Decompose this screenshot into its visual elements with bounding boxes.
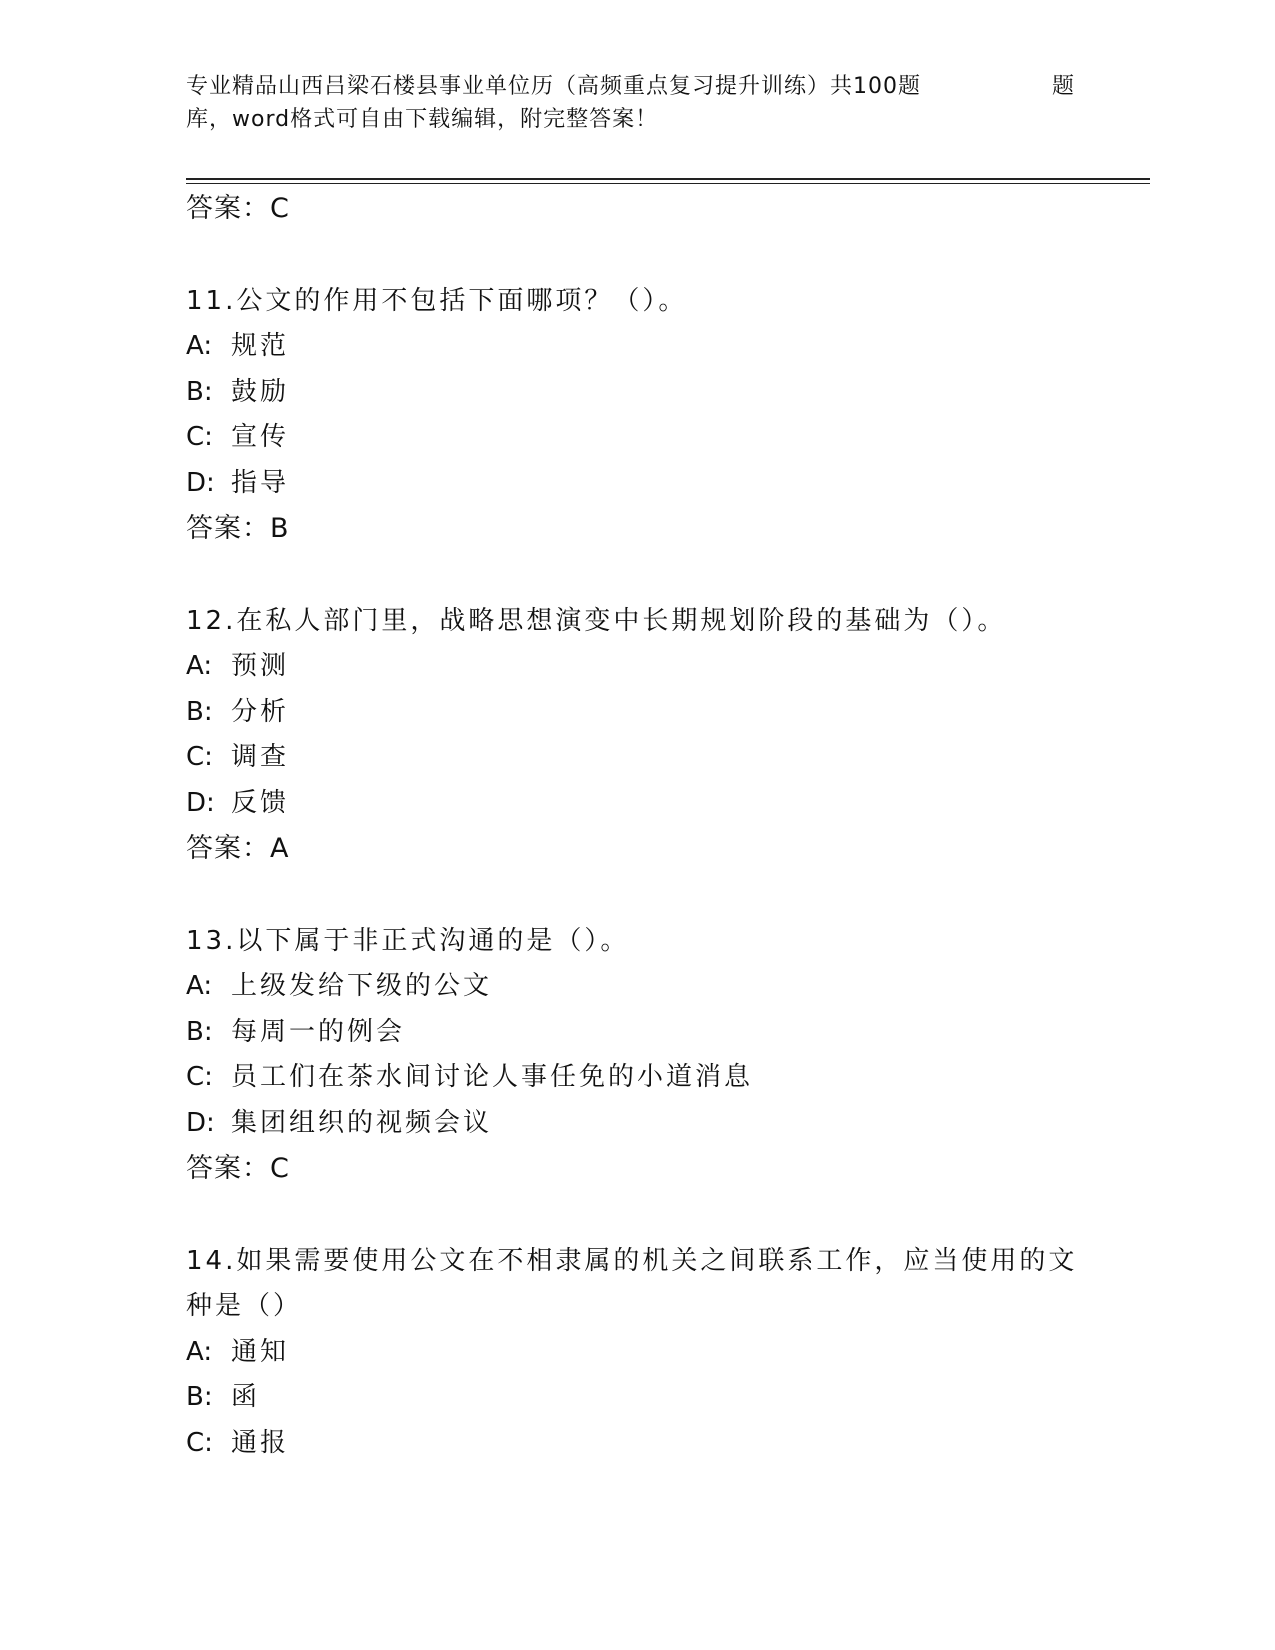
option-letter: A: bbox=[186, 1336, 213, 1367]
question-stem: 13.以下属于非正式沟通的是（）。 bbox=[186, 925, 630, 956]
option-letter: D: bbox=[186, 787, 215, 818]
option-a bbox=[186, 644, 1086, 690]
option-b bbox=[186, 370, 1086, 416]
option-letter: D: bbox=[186, 467, 215, 498]
option-d bbox=[186, 781, 1086, 827]
option-letter: C: bbox=[186, 1427, 213, 1458]
option-letter: B: bbox=[186, 376, 213, 407]
option-text: 宣传 bbox=[231, 422, 290, 452]
question-block bbox=[186, 1239, 1086, 1467]
option-text: 指导 bbox=[231, 467, 290, 498]
question-block bbox=[186, 279, 1086, 552]
option-text: 分析 bbox=[231, 696, 290, 727]
option-a bbox=[186, 964, 1086, 1010]
header-line-2: 库，word格式可自由下载编辑，附完整答案！ bbox=[186, 107, 659, 132]
header-line-1 bbox=[186, 70, 1086, 103]
option-text: 集团组织的视频会议 bbox=[231, 1107, 493, 1138]
option-text: 通知 bbox=[231, 1336, 290, 1367]
answer-line: 答案：A bbox=[186, 833, 290, 864]
question-stem-continued: 种是（） bbox=[186, 1291, 303, 1321]
header-rule-thin bbox=[186, 183, 1150, 184]
option-text: 每周一的例会 bbox=[231, 1016, 406, 1047]
option-letter: B: bbox=[186, 696, 213, 727]
question-block bbox=[186, 919, 1086, 1192]
option-b bbox=[186, 1010, 1086, 1056]
option-letter: A: bbox=[186, 651, 213, 681]
option-text: 鼓励 bbox=[231, 376, 290, 407]
option-text: 反馈 bbox=[231, 787, 290, 818]
option-d bbox=[186, 461, 1086, 507]
option-letter: C: bbox=[186, 1062, 213, 1092]
option-letter: A: bbox=[186, 971, 213, 1001]
option-letter: C: bbox=[186, 742, 213, 772]
header-title: 专业精品山西吕梁石楼县事业单位历（高频重点复习提升训练）共100题 bbox=[186, 74, 921, 99]
option-text: 预测 bbox=[231, 651, 290, 681]
option-text: 函 bbox=[231, 1382, 261, 1412]
option-a bbox=[186, 324, 1086, 370]
option-letter: B: bbox=[186, 1382, 213, 1412]
option-text: 规范 bbox=[231, 331, 290, 361]
question-list bbox=[186, 186, 1086, 1466]
option-b bbox=[186, 1375, 1086, 1421]
option-text: 员工们在茶水间讨论人事任免的小道消息 bbox=[231, 1062, 754, 1092]
option-d bbox=[186, 1101, 1086, 1147]
answer-line: 答案：C bbox=[186, 1153, 290, 1184]
option-text: 通报 bbox=[231, 1427, 290, 1458]
previous-answer: 答案：C bbox=[186, 193, 290, 224]
option-letter: C: bbox=[186, 422, 213, 452]
question-stem: 11.公文的作用不包括下面哪项？（）。 bbox=[186, 285, 688, 316]
option-letter: A: bbox=[186, 331, 213, 361]
option-a bbox=[186, 1330, 1086, 1376]
question-stem: 14.如果需要使用公文在不相隶属的机关之间联系工作，应当使用的文 bbox=[186, 1245, 1078, 1276]
header-trailing-char: 题 bbox=[1052, 74, 1076, 99]
question-block bbox=[186, 599, 1086, 872]
document-header bbox=[186, 70, 1086, 136]
header-rule-thick bbox=[186, 178, 1150, 180]
option-text: 调查 bbox=[231, 742, 290, 772]
question-stem: 12.在私人部门里，战略思想演变中长期规划阶段的基础为（）。 bbox=[186, 605, 1007, 636]
option-c bbox=[186, 1055, 1086, 1101]
option-b bbox=[186, 690, 1086, 736]
option-letter: B: bbox=[186, 1016, 213, 1047]
answer-line: 答案：B bbox=[186, 513, 290, 544]
option-c bbox=[186, 415, 1086, 461]
option-c bbox=[186, 735, 1086, 781]
option-text: 上级发给下级的公文 bbox=[231, 971, 493, 1001]
option-letter: D: bbox=[186, 1107, 215, 1138]
option-c bbox=[186, 1421, 1086, 1467]
